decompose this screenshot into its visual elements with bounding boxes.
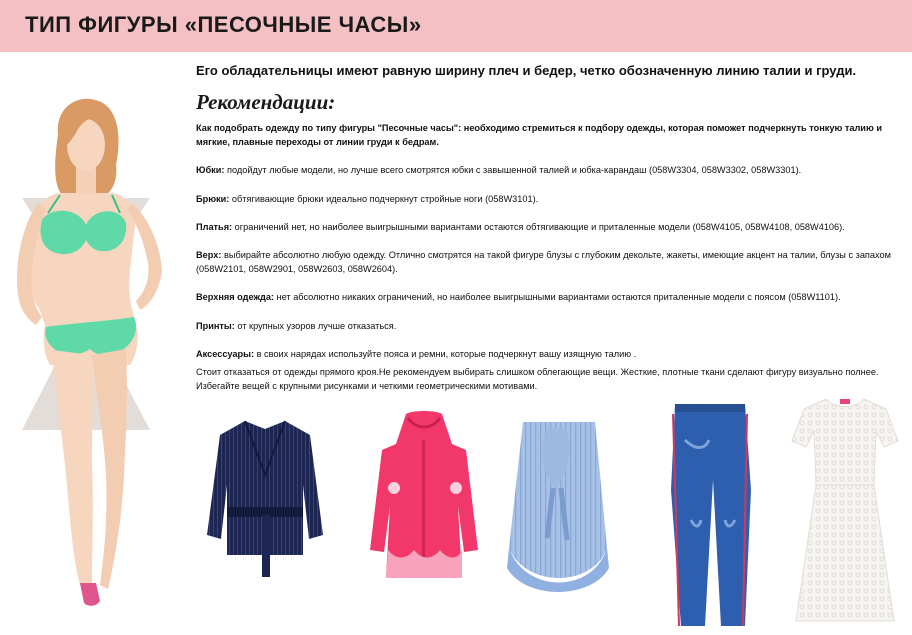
recommendations-heading: Рекомендации: xyxy=(196,90,336,114)
paragraph-tops: Верх: выбирайте абсолютно любую одежду. Отлично смотрятся на такой фигуре блузы с глубоким декольте, жакеты, имеющие акцент на талии, блузы с запахом (058W2101, 058W2901, 058W2603, 058W2604). xyxy=(196,250,891,275)
paragraph-skirts: Юбки: подойдут любые модели, но лучше всего смотрятся юбки с завышенной талией и юбка-карандаш (058W3304, 058W3302, 058W3301). xyxy=(196,165,802,176)
recommendations-text xyxy=(196,121,910,393)
pink-hooded-parka-image xyxy=(366,410,481,585)
blue-striped-tie-waist-skirt-image xyxy=(505,418,613,598)
paragraph-intro: Как подобрать одежду по типу фигуры "Песочные часы": необходимо стремиться к подбору одежды, которая поможет подчеркнуть тонкую талию и мягкие, плавные переходы от линии груди к бедрам. xyxy=(196,123,882,148)
paragraph-dresses: Платья: ограничений нет, но наиболее выигрышными вариантами остаются обтягивающие и приталенные модели (058W4105, 058W4108, 058W4106). xyxy=(196,221,845,232)
paragraph-outerwear: Верхняя одежда: нет абсолютно никаких ограничений, но наиболее выигрышными вариантами остаются приталенные модели с поясом (058W1101). xyxy=(196,292,841,303)
blue-jeans-with-side-stripe-image xyxy=(665,400,755,630)
navy-pinstripe-jacket-image xyxy=(205,415,325,580)
paragraph-closing: Стоит отказаться от одежды прямого кроя.Не рекомендуем выбирать слишком облегающие вещи. Жесткие, плотные ткани сделают фигуру визуально полнее. Избегайте вещей с крупными рисунками и четкими геометрическими мотивами. xyxy=(196,367,879,392)
white-lace-dress-image xyxy=(790,395,900,630)
hourglass-figure-illustration xyxy=(0,95,195,625)
paragraph-prints: Принты: от крупных узоров лучше отказаться. xyxy=(196,320,397,331)
paragraph-accessories: Аксессуары: в своих нарядах используйте пояса и ремни, которые подчеркнут вашу изящную талию . xyxy=(196,348,637,359)
paragraph-trousers: Брюки: обтягивающие брюки идеально подчеркнут стройные ноги (058W3101). xyxy=(196,193,539,204)
page-title: ТИП ФИГУРЫ «ПЕСОЧНЫЕ ЧАСЫ» xyxy=(25,12,422,37)
intro-text: Его обладательницы имеют равную ширину плеч и бедер, четко обозначенную линию талии и груди. xyxy=(196,63,857,78)
